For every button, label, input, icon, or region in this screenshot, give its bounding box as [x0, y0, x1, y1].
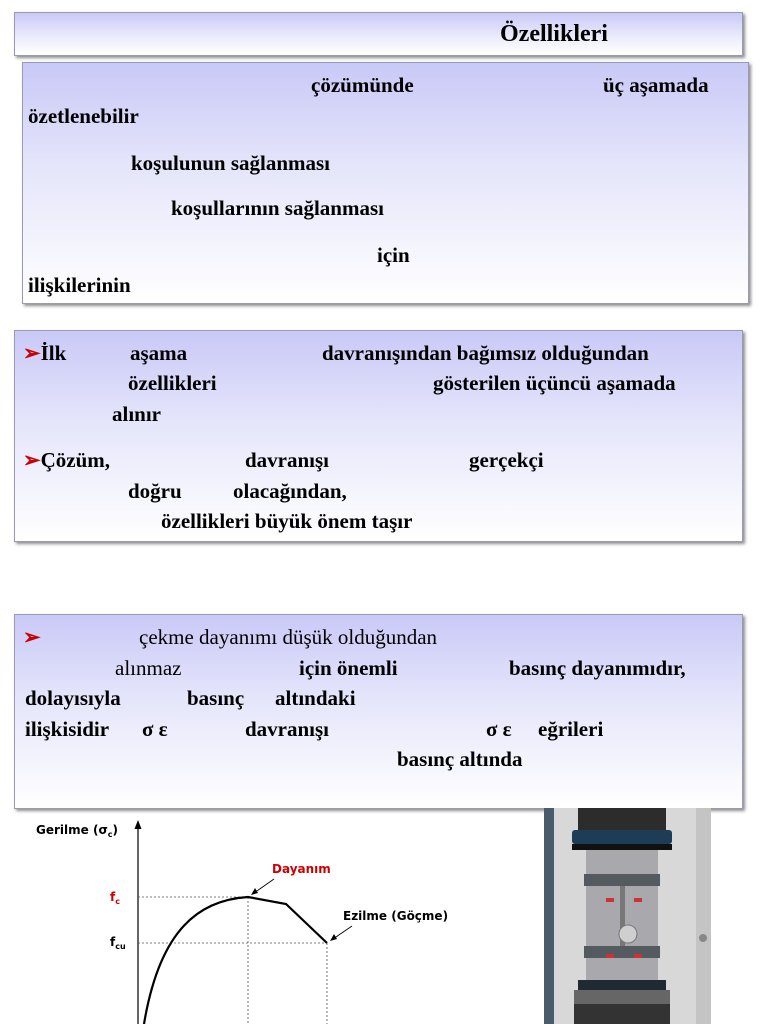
stress-strain-curve [144, 897, 327, 1024]
box2-p1-word1: İlk [40, 341, 67, 365]
y-axis-label [36, 823, 118, 839]
box1-line3: koşulunun sağlanması [131, 151, 331, 175]
peak-pointer-arrowhead [251, 888, 258, 895]
box3-line4-e: eğrileri [538, 717, 604, 741]
box3-line4-b: σ ε [142, 717, 168, 741]
y-axis-label-main: Gerilme (σ [36, 823, 108, 837]
peak-label: Dayanım [272, 862, 331, 876]
y-axis-label-end: ) [112, 823, 119, 837]
box3-line4-c: davranışı [245, 717, 330, 741]
stages-box [14, 330, 743, 542]
box2-p1-line1-b: aşama [130, 341, 188, 365]
fc-label-main: f [110, 890, 116, 904]
summary-box [22, 62, 749, 304]
y-axis-label-sub: c [107, 830, 113, 839]
crush-pointer-arrowhead [330, 934, 337, 941]
box1-line1-b: üç aşamada [603, 73, 709, 97]
box2-p2-line3: özellikleri büyük önem taşır [161, 509, 413, 533]
box1-line4: koşullarının sağlanması [171, 196, 384, 220]
box2-p2-line2-a: doğru [128, 479, 182, 503]
box3-line1-text: çekme dayanımı düşük olduğundan [139, 625, 438, 649]
box2-bullet-2 [23, 448, 110, 472]
box2-p1-line1-c: davranışından bağımsız olduğundan [322, 341, 649, 365]
box2-p1-line2-b: gösterilen üçüncü aşamada [433, 371, 676, 395]
crush-pointer [333, 926, 352, 939]
title-bar [14, 12, 743, 56]
fcu-label-main: f [110, 935, 116, 949]
box2-p1-line3: alınır [112, 402, 162, 426]
compression-box [14, 614, 743, 809]
box1-line1-a: çözümünde [311, 73, 414, 97]
box3-line3-b: basınç [187, 686, 245, 710]
arrow-bullet-icon: ➢ [23, 448, 41, 472]
box3-line4-d: σ ε [486, 717, 512, 741]
box2-p2-line1-c: gerçekçi [469, 448, 544, 472]
box3-line2-a: alınmaz [115, 656, 182, 680]
box3-line3-a: dolayısıyla [25, 686, 121, 710]
fcu-label-sub: cu [115, 942, 126, 951]
fcu-label [110, 935, 126, 951]
box2-p2-line2-b: olacağından, [233, 479, 347, 503]
box2-bullet-1 [23, 341, 66, 365]
box1-line5: için [377, 243, 410, 267]
box2-p1-line2-a: özellikleri [128, 371, 217, 395]
box1-line6: ilişkilerinin [28, 273, 131, 297]
compression-test-photo [544, 808, 711, 1024]
box2-p2-word1: Çözüm, [40, 448, 111, 472]
box1-line2: özetlenebilir [28, 104, 139, 128]
box3-line3-c: altındaki [275, 686, 356, 710]
box3-line5: basınç altında [397, 747, 523, 771]
y-axis-arrowhead [135, 820, 142, 829]
box3-line2-b: için önemli [299, 656, 398, 680]
fc-label [110, 890, 120, 906]
fc-label-sub: c [115, 897, 120, 906]
box3-line4-a: ilişkisidir [25, 717, 110, 741]
concrete-cylinder-compression-test-photo-icon [544, 808, 711, 1024]
box3-line2-c: basınç dayanımıdır, [509, 656, 686, 680]
box2-p2-line1-b: davranışı [245, 448, 330, 472]
stress-strain-diagram [0, 808, 530, 1024]
page-title: Özellikleri [500, 21, 608, 47]
arrow-bullet-icon: ➢ [23, 341, 41, 365]
crush-label: Ezilme (Göçme) [343, 909, 449, 923]
arrow-bullet-icon: ➢ [23, 625, 41, 649]
box3-line1 [23, 625, 41, 649]
peak-pointer [254, 879, 274, 893]
